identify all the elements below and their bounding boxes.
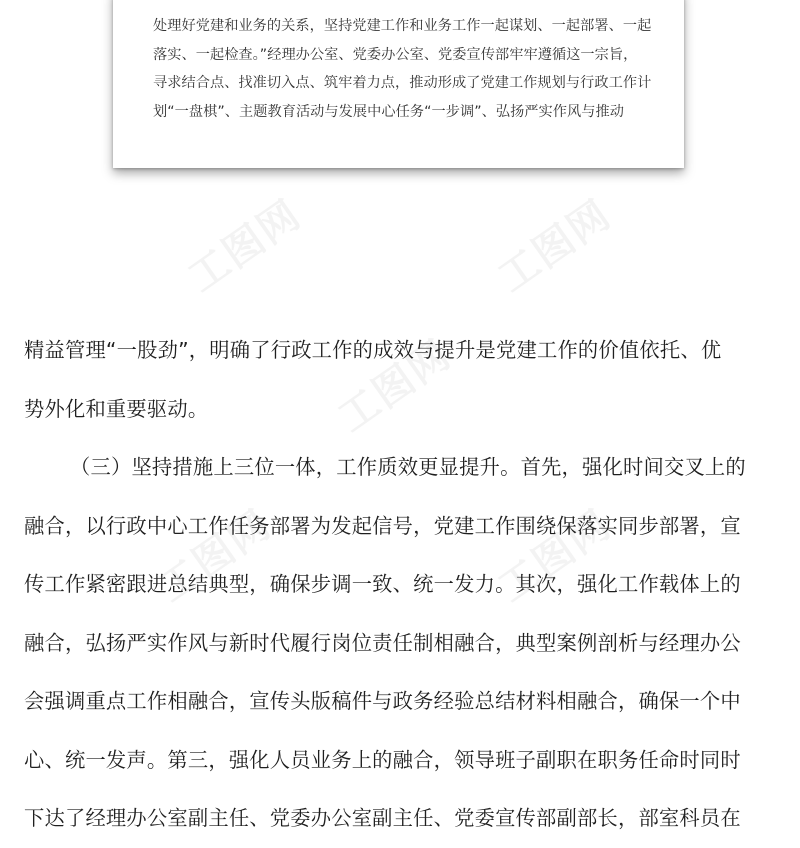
watermark: 工图网 <box>330 331 460 442</box>
body-line: 融合，弘扬严实作风与新时代履行岗位责任制相融合，典型案例剖析与经理办公 <box>24 630 741 655</box>
quote-line: 寻求结合点、找准切入点、筑牢着力点，推动形成了党建工作规划与行政工作计 <box>153 75 652 91</box>
body-line: 心、统一发声。第三，强化人员业务上的融合，领导班子副职在职务任命时同时 <box>24 747 741 772</box>
quote-line: 划“一盘棋”、主题教育活动与发展中心任务“一步调”、弘扬严实作风与推动 <box>153 103 624 120</box>
quote-line: 处理好党建和业务的关系，坚持党建工作和业务工作一起谋划、一起部署、一起 <box>153 18 652 34</box>
watermark: 工图网 <box>490 501 620 612</box>
body-line: 势外化和重要驱动。 <box>24 396 209 421</box>
body-text <box>24 321 784 848</box>
body-line: 会强调重点工作相融合，宣传头版稿件与政务经验总结材料相融合，确保一个中 <box>24 689 741 713</box>
watermark: 工图网 <box>180 191 310 302</box>
quote-line: 落实、一起检查。”经理办公室、党委办公室、党委宣传部牢牢遵循这一宗旨， <box>153 46 638 63</box>
watermark: 工图网 <box>150 501 280 612</box>
body-line: 下达了经理办公室副主任、党委办公室副主任、党委宣传部副部长，部室科员在 <box>24 806 741 830</box>
body-line: 传工作紧密跟进总结典型，确保步调一致、统一发力。其次，强化工作载体上的 <box>24 572 741 596</box>
watermark: 工图网 <box>490 191 620 302</box>
quote-card <box>113 0 684 168</box>
body-line: 精益管理“一股劲”，明确了行政工作的成效与提升是党建工作的价值依托、优 <box>24 338 722 362</box>
body-line: 融合，以行政中心工作任务部署为发起信号，党建工作围绕保落实同步部署，宣 <box>24 513 741 538</box>
body-line: （三）坚持措施上三位一体，工作质效更显提升。首先，强化时间交叉上的 <box>70 455 746 479</box>
